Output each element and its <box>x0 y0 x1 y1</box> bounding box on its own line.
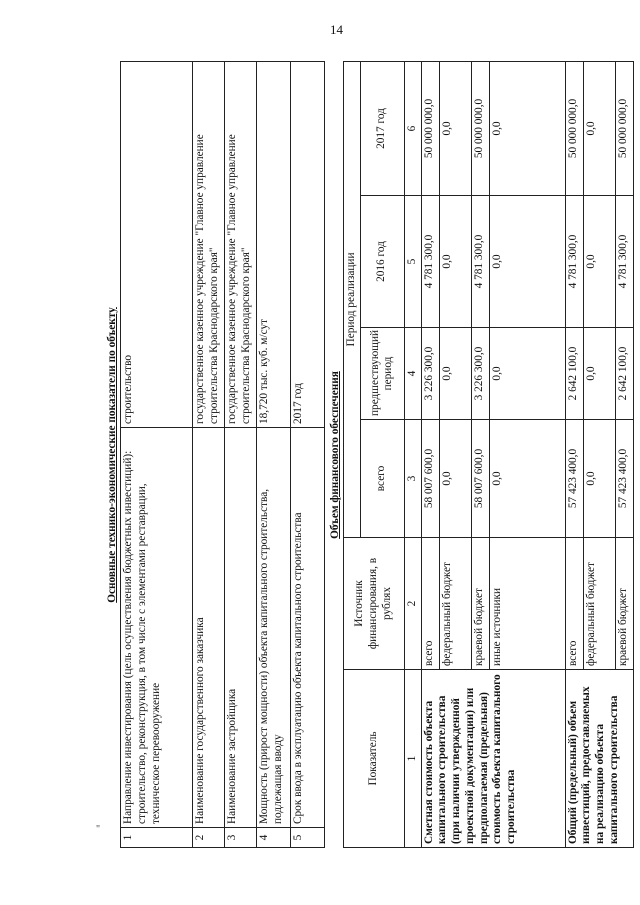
fin-2017-cell: 50 000 000,0 <box>471 61 489 195</box>
fin-index-cell: 5 <box>404 196 421 328</box>
tech-row-num: 4 <box>257 828 291 848</box>
fin-2017-cell: 50 000 000,0 <box>565 61 583 195</box>
fin-source-cell: всего <box>565 538 583 670</box>
fin-indicator-cell: Общий (предельный) объем инвестиций, предоставляемых на реализацию объекта капитального строительства <box>565 670 633 848</box>
fin-2017-cell: 0,0 <box>583 61 615 195</box>
fin-data-row <box>565 61 583 847</box>
fin-source-cell: всего <box>421 538 439 670</box>
tech-row-num: 1 <box>121 828 193 848</box>
fin-index-cell: 3 <box>404 420 421 538</box>
fin-index-cell: 2 <box>404 538 421 670</box>
tech-row <box>193 62 225 848</box>
fin-2016-cell: 4 781 300,0 <box>565 196 583 328</box>
fin-index-cell: 6 <box>404 61 421 195</box>
fin-header-2017: 2017 год <box>360 61 404 195</box>
fin-source-cell: федеральный бюджет <box>583 538 615 670</box>
fin-header-period: Период реализации <box>344 61 361 537</box>
fin-2016-cell: 0,0 <box>489 196 565 328</box>
fin-section-title: Объем финансового обеспечения <box>329 371 341 539</box>
fin-prev-cell: 2 642 100,0 <box>565 328 583 420</box>
tech-row-value: 2017 год <box>291 62 325 428</box>
fin-2016-cell: 4 781 300,0 <box>615 196 633 328</box>
fin-total-cell: 57 423 400,0 <box>565 420 583 538</box>
fin-prev-cell: 2 642 100,0 <box>615 328 633 420</box>
fin-total-cell: 0,0 <box>583 420 615 538</box>
fin-total-cell: 0,0 <box>439 420 471 538</box>
fin-source-cell: федеральный бюджет <box>439 538 471 670</box>
fin-indicator-cell: Сметная стоимость объекта капитального строительства (при наличии утвержденной проектной документации) или предполагаемая (предельная) стоимость объекта капитального строительства <box>421 670 565 848</box>
fin-2017-cell: 50 000 000,0 <box>421 61 439 195</box>
tech-row <box>121 62 193 848</box>
fin-header-source: Источник финансирования, в рублях <box>344 538 405 670</box>
fin-index-cell: 1 <box>404 670 421 848</box>
fin-total-cell: 58 007 600,0 <box>471 420 489 538</box>
fin-source-cell: иные источники <box>489 538 565 670</box>
fin-prev-cell: 3 226 300,0 <box>421 328 439 420</box>
fin-prev-cell: 3 226 300,0 <box>471 328 489 420</box>
fin-total-cell: 58 007 600,0 <box>421 420 439 538</box>
tech-row-value: 18,720 тыс. куб. м/сут <box>257 62 291 428</box>
tech-table <box>120 61 325 848</box>
fin-total-cell: 0,0 <box>489 420 565 538</box>
tech-row-label: Срок ввода в эксплуатацию объекта капитального строительства <box>291 428 325 828</box>
fin-total-cell: 57 423 400,0 <box>615 420 633 538</box>
corner-mark: " <box>96 824 101 835</box>
fin-2016-cell: 4 781 300,0 <box>471 196 489 328</box>
tech-row-value: строительство <box>121 62 193 428</box>
fin-prev-cell: 0,0 <box>439 328 471 420</box>
tech-row-num: 2 <box>193 828 225 848</box>
fin-2016-cell: 4 781 300,0 <box>421 196 439 328</box>
fin-header-2016: 2016 год <box>360 196 404 328</box>
rotated-document <box>104 62 629 848</box>
fin-2017-cell: 50 000 000,0 <box>615 61 633 195</box>
fin-prev-cell: 0,0 <box>489 328 565 420</box>
fin-2016-cell: 0,0 <box>439 196 471 328</box>
fin-2017-cell: 0,0 <box>439 61 471 195</box>
tech-row <box>291 62 325 848</box>
tech-row-label: Наименование застройщика <box>225 428 257 828</box>
fin-2016-cell: 0,0 <box>583 196 615 328</box>
fin-header-prev: предшествующий период <box>360 328 404 420</box>
fin-index-row <box>404 61 421 847</box>
fin-index-cell: 4 <box>404 328 421 420</box>
tech-section-title: Основные технико-экономические показатели по объекту <box>106 307 118 603</box>
fin-header-indicator: Показатель <box>344 670 405 848</box>
fin-prev-cell: 0,0 <box>583 328 615 420</box>
tech-row-value: государственное казенное учреждение "Главное управление строительства Краснодарского края" <box>193 62 225 428</box>
tech-row-num: 3 <box>225 828 257 848</box>
fin-header-row <box>344 61 361 847</box>
fin-table <box>343 61 634 848</box>
fin-data-row <box>421 61 439 847</box>
tech-row-num: 5 <box>291 828 325 848</box>
tech-row-value: государственное казенное учреждение "Главное управление строительства Краснодарского края" <box>225 62 257 428</box>
fin-header-total: всего <box>360 420 404 538</box>
tech-row <box>225 62 257 848</box>
tech-row <box>257 62 291 848</box>
tech-row-label: Мощность (прирост мощности) объекта капитального строительства, подлежащая вводу <box>257 428 291 828</box>
fin-source-cell: краевой бюджет <box>615 538 633 670</box>
fin-source-cell: краевой бюджет <box>471 538 489 670</box>
page-number: 14 <box>330 22 343 37</box>
tech-row-label: Наименование государственного заказчика <box>193 428 225 828</box>
fin-2017-cell: 0,0 <box>489 61 565 195</box>
tech-row-label: Направление инвестирования (цель осуществления бюджетных инвестиций): строительство, реконструкция, в том числе с элементами реставрации, техническое перевооружение <box>121 428 193 828</box>
